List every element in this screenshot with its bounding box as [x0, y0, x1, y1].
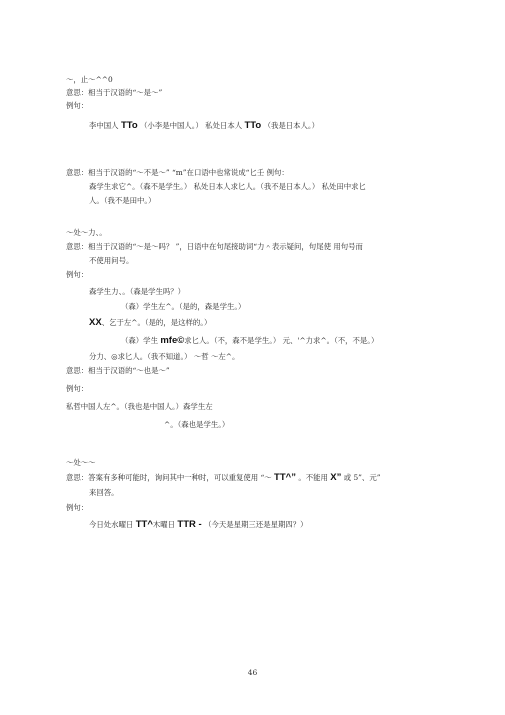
text: ～处～力、。	[66, 228, 107, 237]
text: （森）学生左^。（是的，森是学生。）	[121, 302, 246, 311]
text: 求匕人。（不，森不是学生。） 元、'^力求^。（不，不是。）	[184, 336, 379, 345]
text: 或 5”、元”	[343, 473, 381, 482]
example-line	[89, 318, 211, 328]
text-bold: mfe©	[160, 335, 185, 346]
text: 意思：相当于汉语的“～是～”	[66, 88, 163, 97]
text: （我是日本人。）	[263, 121, 320, 130]
text: 来回答。	[89, 488, 119, 497]
meaning-line	[66, 168, 289, 178]
meaning-line	[66, 366, 170, 376]
text: 不使用问号。	[89, 256, 134, 265]
text: 今日处水曜日	[89, 520, 134, 529]
example-line	[66, 402, 213, 412]
meaning-line-cont	[89, 488, 119, 498]
text: 分力、◎求匕人。（我不知道。） ～哲 ～左^。	[89, 352, 240, 361]
page-number: 46	[247, 668, 258, 677]
text: ～处～～	[66, 458, 96, 467]
text: 意思：相当于汉语的“～也是～”	[66, 366, 170, 375]
text: ^。（森也是学生。）	[164, 420, 230, 429]
text: 人。（我不是田中。）	[89, 196, 156, 205]
meaning-line	[66, 473, 380, 483]
text: 意思：相当于汉语的“～不是～” “m”在口语中也常说成“匕壬 例句：	[66, 168, 289, 177]
example-line	[89, 520, 308, 530]
example-label	[66, 384, 88, 394]
section-heading	[66, 75, 113, 85]
meaning-line-cont	[89, 256, 133, 266]
text-bold: TT^”	[274, 472, 296, 483]
text: 李中国人	[89, 121, 119, 130]
example-label	[66, 503, 88, 513]
text: （今天是星期三还是星期四？）	[204, 520, 308, 529]
text: （小李是中国人。） 私处日本人	[140, 121, 243, 130]
text-bold: TTo	[120, 120, 138, 131]
text: 木曜日	[152, 520, 176, 529]
text: 。不能用	[298, 473, 328, 482]
text: 例句：	[66, 270, 89, 279]
text: 例句：	[66, 101, 89, 110]
example-line	[121, 302, 245, 312]
example-label	[66, 270, 88, 280]
section-heading	[66, 228, 107, 238]
text-bold: TTR -	[177, 519, 202, 530]
section-heading	[66, 458, 96, 468]
text-bold: X”	[330, 472, 342, 483]
example-line	[89, 182, 366, 192]
text-bold: XX	[89, 317, 102, 328]
text: 、乞于左^。（是的，是这样的。）	[101, 318, 212, 327]
example-line	[89, 196, 156, 206]
example-line	[89, 352, 239, 362]
meaning-line	[66, 242, 363, 252]
text: 森学生力、。（森是学生吗？）	[89, 287, 186, 296]
meaning-line	[66, 88, 162, 98]
text: 意思：答案有多种可能时，询问其中一种时，可以重复使用 “～	[66, 473, 272, 482]
example-line	[121, 336, 378, 346]
example-line	[164, 420, 229, 430]
example-label	[66, 101, 88, 111]
example-line	[89, 121, 319, 131]
text: 例句：	[66, 503, 89, 512]
text: （森）学生	[121, 336, 158, 345]
text-bold: TTo	[244, 120, 262, 131]
text: 私哲中国人左^。（我也是中国人。）森学生左	[66, 402, 213, 411]
example-line	[89, 287, 185, 297]
text: 意思：相当于汉语的“～是～吗？ ”，日语中在句尾接助词“力＾表示疑问，句尾使 用句号而	[66, 242, 363, 251]
text-bold: TT^	[135, 519, 153, 530]
text: 例句：	[66, 384, 89, 393]
text: ～，止～^^0	[66, 75, 113, 84]
text: 森学生求它^。（森不是学生。） 私处日本人求匕人。（我不是日本人。） 私处田中求匕	[89, 182, 366, 191]
